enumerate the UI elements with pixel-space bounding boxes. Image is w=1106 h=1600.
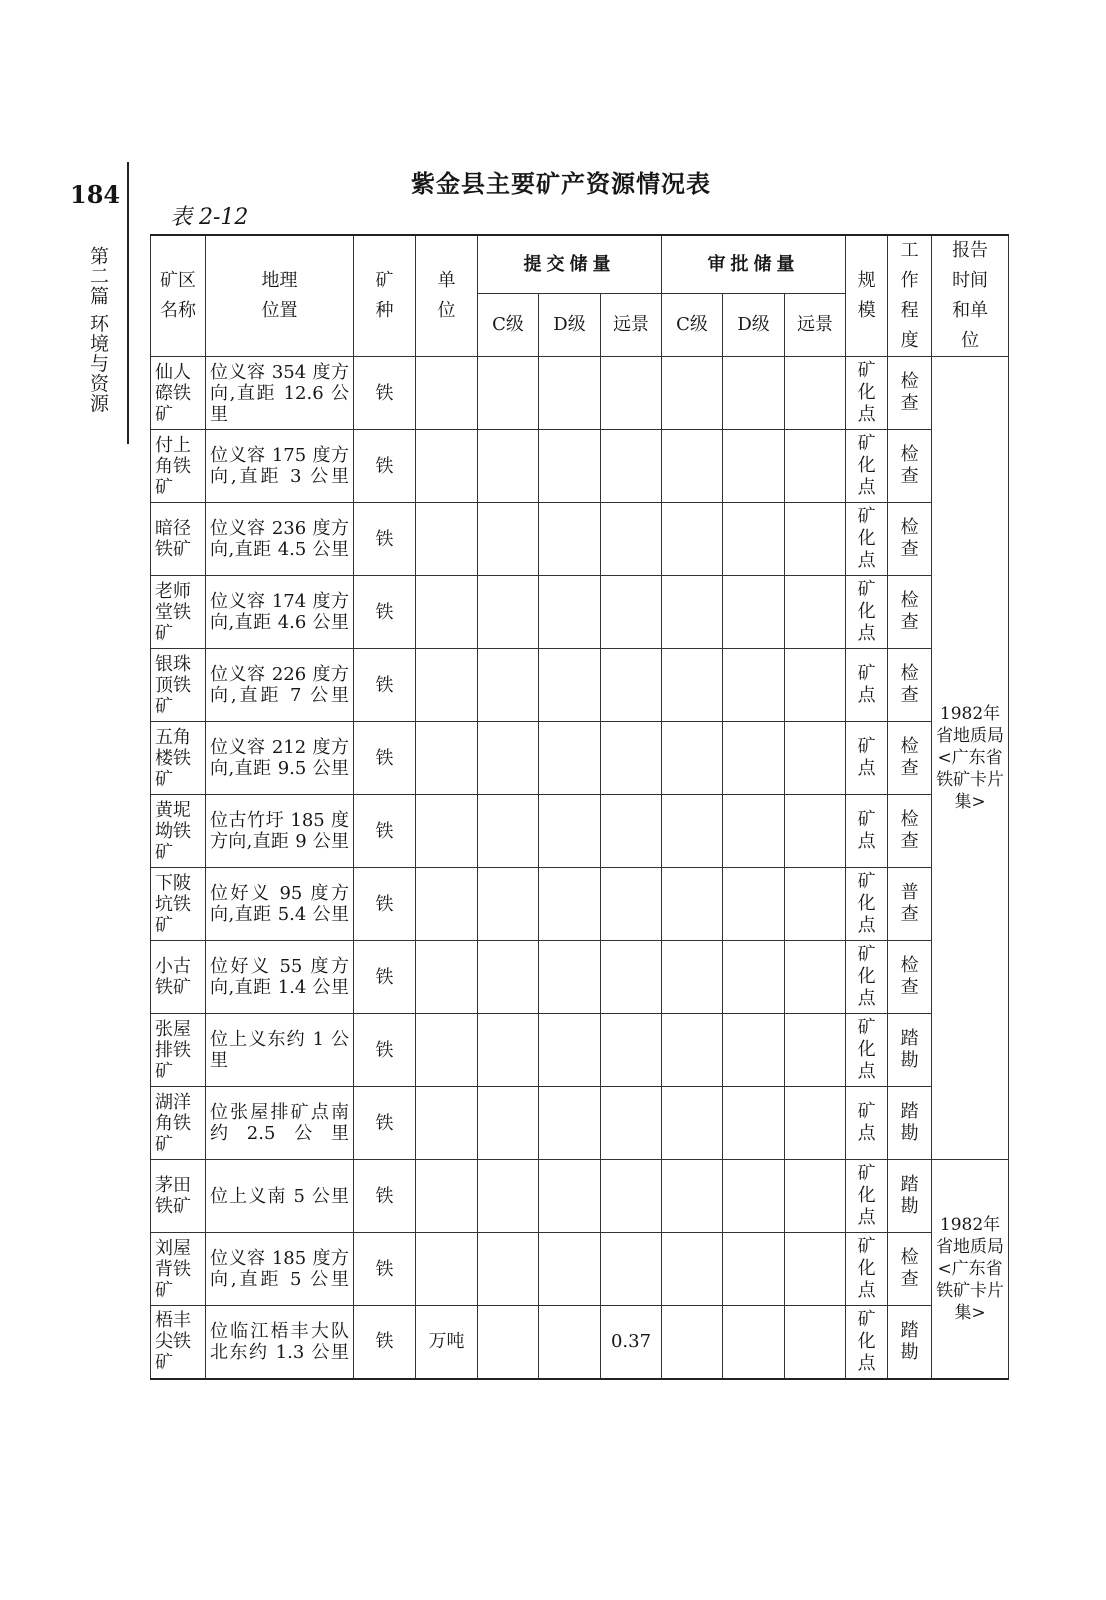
row-location: 位义容 212 度方向,直距 9.5 公里: [206, 722, 354, 795]
page-number: 184: [70, 180, 121, 209]
row-submitted-c: [478, 722, 539, 795]
row-work-level: 踏勘: [888, 1306, 932, 1379]
row-submitted-c: [478, 941, 539, 1014]
header-work-level: 工作程度: [888, 235, 932, 357]
row-location: 位古竹圩 185 度方向,直距 9 公里: [206, 795, 354, 868]
row-location: 位上义东约 1 公里: [206, 1014, 354, 1087]
row-submitted-c: [478, 1087, 539, 1160]
margin-rule: [127, 162, 129, 444]
table-row: [151, 1014, 1009, 1087]
row-mineral: 铁: [354, 1160, 416, 1233]
row-approved-prospect: [785, 357, 846, 430]
row-work-level: 检查: [888, 503, 932, 576]
row-submitted-d: [539, 1160, 601, 1233]
row-work-level: 检查: [888, 576, 932, 649]
row-work-level: 踏勘: [888, 1087, 932, 1160]
row-approved-d: [723, 868, 785, 941]
row-approved-prospect: [785, 430, 846, 503]
row-approved-c: [662, 868, 723, 941]
section-label: 第二篇 环境与资源: [87, 246, 109, 414]
header-unit: 单位: [416, 235, 478, 357]
row-unit: [416, 1160, 478, 1233]
row-location: 位义容 226 度方向,直距 7 公里: [206, 649, 354, 722]
row-approved-d: [723, 1306, 785, 1379]
row-submitted-prospect: [601, 1160, 662, 1233]
row-mineral: 铁: [354, 868, 416, 941]
row-submitted-c: [478, 1233, 539, 1306]
row-approved-c: [662, 1087, 723, 1160]
row-submitted-prospect: [601, 868, 662, 941]
row-approved-prospect: [785, 576, 846, 649]
header-approved: 审批储量: [662, 235, 846, 294]
row-work-level: 踏勘: [888, 1014, 932, 1087]
row-approved-d: [723, 357, 785, 430]
row-unit: [416, 357, 478, 430]
row-name: 仙人磜铁矿: [151, 357, 206, 430]
row-scale: 矿点: [846, 722, 888, 795]
row-submitted-prospect: 0.37: [601, 1306, 662, 1379]
row-name: 付上角铁矿: [151, 430, 206, 503]
row-work-level: 检查: [888, 1233, 932, 1306]
row-name: 老师堂铁矿: [151, 576, 206, 649]
row-mineral: 铁: [354, 1087, 416, 1160]
row-scale: 矿化点: [846, 1233, 888, 1306]
row-scale: 矿化点: [846, 1160, 888, 1233]
row-work-level: 踏勘: [888, 1160, 932, 1233]
row-scale: 矿化点: [846, 503, 888, 576]
row-approved-d: [723, 1087, 785, 1160]
row-submitted-prospect: [601, 649, 662, 722]
row-location: 位义容 185 度方向,直距 5 公里: [206, 1233, 354, 1306]
row-submitted-d: [539, 430, 601, 503]
row-approved-c: [662, 941, 723, 1014]
row-approved-prospect: [785, 1233, 846, 1306]
row-submitted-c: [478, 357, 539, 430]
row-approved-prospect: [785, 649, 846, 722]
row-mineral: 铁: [354, 576, 416, 649]
row-unit: [416, 868, 478, 941]
table-row: [151, 357, 1009, 430]
table-row: [151, 1160, 1009, 1233]
row-submitted-c: [478, 576, 539, 649]
header-scale: 规模: [846, 235, 888, 357]
header-submitted-d: D级: [539, 294, 601, 357]
row-name: 湖洋角铁矿: [151, 1087, 206, 1160]
header-submitted-prospect: 远景: [601, 294, 662, 357]
row-approved-c: [662, 795, 723, 868]
row-name: 黄坭坳铁矿: [151, 795, 206, 868]
report-note-cell-2: 1982年省地质局<广东省铁矿卡片集>: [932, 1160, 1009, 1379]
row-approved-c: [662, 430, 723, 503]
row-mineral: 铁: [354, 941, 416, 1014]
row-mineral: 铁: [354, 649, 416, 722]
row-name: 刘屋背铁矿: [151, 1233, 206, 1306]
row-approved-prospect: [785, 1160, 846, 1233]
row-approved-d: [723, 722, 785, 795]
row-approved-c: [662, 1160, 723, 1233]
row-submitted-prospect: [601, 1087, 662, 1160]
row-scale: 矿点: [846, 795, 888, 868]
row-scale: 矿化点: [846, 357, 888, 430]
row-unit: [416, 649, 478, 722]
row-name: 下陂坑铁矿: [151, 868, 206, 941]
row-submitted-c: [478, 795, 539, 868]
table-row: [151, 503, 1009, 576]
row-submitted-c: [478, 1160, 539, 1233]
table-row: [151, 941, 1009, 1014]
row-name: 茅田铁矿: [151, 1160, 206, 1233]
table-row: [151, 649, 1009, 722]
row-location: 位义容 354 度方向,直距 12.6 公里: [206, 357, 354, 430]
row-submitted-d: [539, 576, 601, 649]
row-location: 位义容 174 度方向,直距 4.6 公里: [206, 576, 354, 649]
row-mineral: 铁: [354, 357, 416, 430]
row-name: 小古铁矿: [151, 941, 206, 1014]
row-unit: [416, 795, 478, 868]
row-submitted-d: [539, 722, 601, 795]
row-approved-c: [662, 1014, 723, 1087]
row-mineral: 铁: [354, 503, 416, 576]
row-location: 位张屋排矿点南约2.5公里: [206, 1087, 354, 1160]
row-approved-prospect: [785, 722, 846, 795]
row-scale: 矿点: [846, 1087, 888, 1160]
row-approved-prospect: [785, 1087, 846, 1160]
row-unit: [416, 1014, 478, 1087]
table-row: [151, 795, 1009, 868]
row-location: 位义容 175 度方向,直距 3 公里: [206, 430, 354, 503]
row-submitted-d: [539, 941, 601, 1014]
row-approved-c: [662, 649, 723, 722]
row-work-level: 检查: [888, 649, 932, 722]
header-submitted-c: C级: [478, 294, 539, 357]
row-approved-prospect: [785, 1306, 846, 1379]
row-approved-d: [723, 576, 785, 649]
row-scale: 矿化点: [846, 1014, 888, 1087]
row-submitted-d: [539, 1233, 601, 1306]
header-mineral: 矿种: [354, 235, 416, 357]
row-name: 暗径铁矿: [151, 503, 206, 576]
header-approved-c: C级: [662, 294, 723, 357]
row-submitted-c: [478, 1014, 539, 1087]
header-report: 报告时间和单位: [932, 235, 1009, 357]
row-approved-d: [723, 795, 785, 868]
row-submitted-d: [539, 1087, 601, 1160]
row-submitted-d: [539, 649, 601, 722]
row-location: 位上义南 5 公里: [206, 1160, 354, 1233]
row-approved-prospect: [785, 868, 846, 941]
row-submitted-prospect: [601, 795, 662, 868]
row-approved-prospect: [785, 941, 846, 1014]
row-unit: 万吨: [416, 1306, 478, 1379]
row-approved-d: [723, 1160, 785, 1233]
table-label: 表 2-12: [170, 205, 249, 230]
row-unit: [416, 576, 478, 649]
row-approved-prospect: [785, 503, 846, 576]
row-approved-c: [662, 1233, 723, 1306]
row-submitted-d: [539, 795, 601, 868]
row-submitted-prospect: [601, 941, 662, 1014]
row-name: 五角楼铁矿: [151, 722, 206, 795]
row-unit: [416, 1087, 478, 1160]
table-body: [151, 357, 1009, 1379]
row-unit: [416, 503, 478, 576]
report-note-cell-1: 1982年省地质局<广东省铁矿卡片集>: [932, 357, 1009, 1160]
row-work-level: 检查: [888, 941, 932, 1014]
row-unit: [416, 1233, 478, 1306]
row-approved-c: [662, 722, 723, 795]
row-scale: 矿化点: [846, 576, 888, 649]
header-approved-prospect: 远景: [785, 294, 846, 357]
row-submitted-prospect: [601, 722, 662, 795]
row-submitted-c: [478, 868, 539, 941]
row-work-level: 检查: [888, 430, 932, 503]
header-location: 地理位置: [206, 235, 354, 357]
row-submitted-prospect: [601, 430, 662, 503]
table-row: [151, 1087, 1009, 1160]
row-submitted-prospect: [601, 1014, 662, 1087]
row-mineral: 铁: [354, 1233, 416, 1306]
row-approved-prospect: [785, 795, 846, 868]
table-row: [151, 722, 1009, 795]
row-approved-d: [723, 1233, 785, 1306]
row-approved-d: [723, 503, 785, 576]
row-location: 位临江梧丰大队北东约 1.3 公里: [206, 1306, 354, 1379]
table-row: [151, 1306, 1009, 1379]
row-work-level: 检查: [888, 357, 932, 430]
row-approved-c: [662, 503, 723, 576]
row-submitted-d: [539, 503, 601, 576]
row-submitted-c: [478, 503, 539, 576]
row-submitted-c: [478, 430, 539, 503]
row-scale: 矿点: [846, 649, 888, 722]
row-mineral: 铁: [354, 430, 416, 503]
row-approved-c: [662, 357, 723, 430]
row-work-level: 检查: [888, 722, 932, 795]
row-submitted-d: [539, 357, 601, 430]
table-row: [151, 430, 1009, 503]
row-mineral: 铁: [354, 1014, 416, 1087]
row-mineral: 铁: [354, 1306, 416, 1379]
row-unit: [416, 430, 478, 503]
row-unit: [416, 941, 478, 1014]
row-submitted-d: [539, 1014, 601, 1087]
header-submitted: 提交储量: [478, 235, 662, 294]
mineral-resources-table: [150, 234, 1009, 1380]
table-row: [151, 576, 1009, 649]
row-submitted-d: [539, 868, 601, 941]
row-scale: 矿化点: [846, 941, 888, 1014]
row-scale: 矿化点: [846, 868, 888, 941]
page-title: 紫金县主要矿产资源情况表: [411, 169, 711, 198]
table-row: [151, 868, 1009, 941]
row-submitted-d: [539, 1306, 601, 1379]
row-submitted-c: [478, 1306, 539, 1379]
header-name: 矿区名称: [151, 235, 206, 357]
row-unit: [416, 722, 478, 795]
row-submitted-prospect: [601, 503, 662, 576]
row-work-level: 普查: [888, 868, 932, 941]
row-approved-d: [723, 941, 785, 1014]
row-approved-d: [723, 1014, 785, 1087]
row-submitted-c: [478, 649, 539, 722]
row-location: 位义容 236 度方向,直距 4.5 公里: [206, 503, 354, 576]
row-work-level: 检查: [888, 795, 932, 868]
row-submitted-prospect: [601, 357, 662, 430]
row-name: 张屋排铁矿: [151, 1014, 206, 1087]
table-row: [151, 1233, 1009, 1306]
row-name: 梧丰尖铁矿: [151, 1306, 206, 1379]
row-name: 银珠顶铁矿: [151, 649, 206, 722]
row-approved-prospect: [785, 1014, 846, 1087]
row-approved-c: [662, 1306, 723, 1379]
row-location: 位好义 95 度方向,直距 5.4 公里: [206, 868, 354, 941]
row-submitted-prospect: [601, 1233, 662, 1306]
row-approved-c: [662, 576, 723, 649]
row-scale: 矿化点: [846, 430, 888, 503]
row-mineral: 铁: [354, 722, 416, 795]
row-submitted-prospect: [601, 576, 662, 649]
row-approved-d: [723, 649, 785, 722]
row-mineral: 铁: [354, 795, 416, 868]
header-approved-d: D级: [723, 294, 785, 357]
row-scale: 矿化点: [846, 1306, 888, 1379]
row-approved-d: [723, 430, 785, 503]
row-location: 位好义 55 度方向,直距 1.4 公里: [206, 941, 354, 1014]
